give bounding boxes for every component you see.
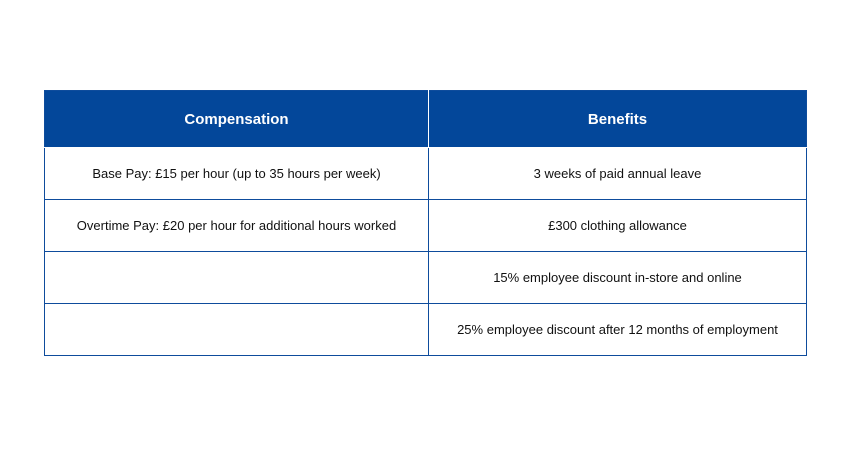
compensation-cell [45, 304, 429, 356]
table-row [45, 304, 807, 356]
benefits-cell: 15% employee discount in-store and online [429, 252, 807, 304]
table-header-row [45, 91, 807, 148]
compensation-cell: Overtime Pay: £20 per hour for additional hours worked [45, 200, 429, 252]
compensation-header: Compensation [45, 91, 429, 148]
benefits-header: Benefits [429, 91, 807, 148]
table-row [45, 148, 807, 200]
benefits-cell: 25% employee discount after 12 months of employment [429, 304, 807, 356]
benefits-cell: £300 clothing allowance [429, 200, 807, 252]
compensation-benefits-table [44, 90, 807, 356]
table-row [45, 252, 807, 304]
table-row [45, 200, 807, 252]
compensation-cell: Base Pay: £15 per hour (up to 35 hours per week) [45, 148, 429, 200]
compensation-cell [45, 252, 429, 304]
benefits-cell: 3 weeks of paid annual leave [429, 148, 807, 200]
